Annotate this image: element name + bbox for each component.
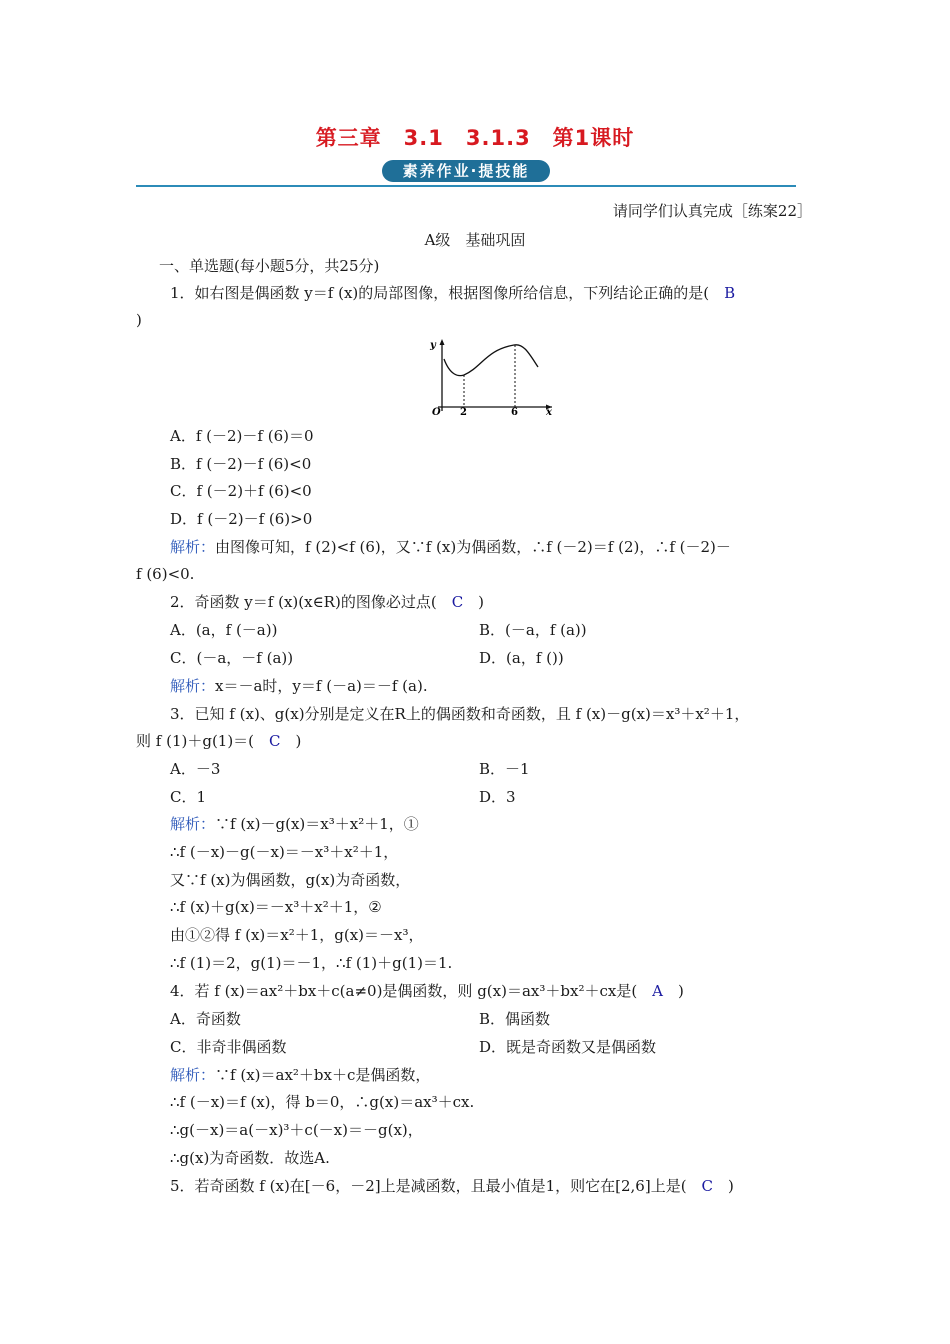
q4-option-a: A．奇函数	[170, 1010, 241, 1028]
exercise-note: 请同学们认真完成［练案22］	[612, 202, 812, 220]
q2-option-a: A．(a，f (－a))	[170, 621, 278, 639]
tick-2-label: 2	[460, 407, 467, 417]
q4-stem-text: 4．若 f (x)＝ax²＋bx＋c(a≠0)是偶函数，则 g(x)＝ax³＋bx²＋cx是(	[170, 982, 653, 1000]
q1-answer: B	[724, 284, 736, 302]
origin-label: O	[432, 407, 441, 417]
q1-solution	[170, 537, 731, 557]
q1-option-a: A．f (－2)－f (6)＝0	[170, 427, 314, 445]
y-axis-arrow	[440, 339, 445, 345]
q2-stem-text: 2．奇函数 y＝f (x)(x∈R)的图像必过点(	[170, 593, 452, 611]
q4-stem	[170, 981, 684, 1001]
q3-stem: 3．已知 f (x)、g(x)分别是定义在R上的偶函数和奇函数，且 f (x)－g(x)＝x³＋x²＋1，	[170, 705, 750, 723]
q2-solution-label: 解析：	[170, 677, 216, 695]
q2-stem-close: )	[463, 593, 485, 611]
function-graph	[420, 335, 560, 417]
q4-solution-line-2: ∴f (－x)＝f (x)，得 b＝0，∴g(x)＝ax³＋cx.	[170, 1093, 475, 1111]
q1-solution-text: 由图像可知，f (2)<f (6)，又∵f (x)为偶函数，∴f (－2)＝f (2)，∴f (－2)－	[215, 538, 731, 556]
q3-answer: C	[269, 732, 281, 750]
q5-stem-close: )	[713, 1177, 734, 1195]
q1-option-b: B．f (－2)－f (6)<0	[170, 455, 312, 473]
q4-answer: A	[652, 982, 664, 1000]
q1-option-d: D．f (－2)－f (6)>0	[170, 510, 313, 528]
tick-6-label: 6	[511, 407, 518, 417]
curve	[444, 345, 538, 376]
q4-option-b: B．偶函数	[479, 1010, 551, 1028]
section-heading: 一、单选题(每小题5分，共25分)	[159, 257, 380, 275]
q1-solution-cont: f (6)<0.	[136, 565, 195, 583]
q2-option-d: D．(a，f ())	[479, 649, 564, 667]
q4-solution-line-4: ∴g(x)为奇函数．故选A.	[170, 1149, 330, 1167]
q3-stem-cont	[136, 731, 301, 751]
q3-solution	[170, 814, 419, 834]
q1-stem-text: 1．如右图是偶函数 y＝f (x)的局部图像，根据图像所给信息，下列结论正确的是(	[170, 284, 725, 302]
q4-solution	[170, 1065, 430, 1085]
level-heading: A级 基础巩固	[424, 231, 526, 249]
section-banner: 素养作业·提技能	[382, 160, 550, 182]
q3-option-d: D．3	[479, 788, 516, 806]
q2-option-c: C．(－a，－f (a))	[170, 649, 294, 667]
q3-solution-line-4: ∴f (x)＋g(x)＝－x³＋x²＋1，②	[170, 898, 382, 916]
x-label: x	[546, 407, 552, 417]
q3-stem-close: )	[280, 732, 302, 750]
q4-solution-label: 解析：	[170, 1066, 216, 1084]
q2-option-b: B．(－a，f (a))	[479, 621, 587, 639]
q3-option-c: C．1	[170, 788, 207, 806]
q5-stem-text: 5．若奇函数 f (x)在[－6，－2]上是减函数，且最小值是1，则它在[2,6]上是(	[170, 1177, 702, 1195]
q3-solution-line-5: 由①②得 f (x)＝x²＋1，g(x)＝－x³，	[170, 926, 424, 944]
q3-solution-line-3: 又∵f (x)为偶函数，g(x)为奇函数，	[170, 871, 411, 889]
q1-stem-close: )	[136, 311, 142, 329]
q4-option-c: C．非奇非偶函数	[170, 1038, 287, 1056]
q3-option-b: B．－1	[479, 760, 530, 778]
q4-stem-close: )	[663, 982, 684, 1000]
q5-answer: C	[701, 1177, 714, 1195]
q2-answer: C	[451, 593, 464, 611]
q3-solution-line-2: ∴f (－x)－g(－x)＝－x³＋x²＋1，	[170, 843, 399, 861]
q4-solution-text: ∵f (x)＝ax²＋bx＋c是偶函数，	[215, 1066, 431, 1084]
q3-option-a: A．－3	[170, 760, 221, 778]
q2-solution	[170, 676, 428, 696]
q3-solution-label: 解析：	[170, 815, 216, 833]
q5-stem	[170, 1176, 734, 1196]
q4-solution-line-3: ∴g(－x)＝a(－x)³＋c(－x)＝－g(x)，	[170, 1121, 423, 1139]
page-title: 第三章 3.1 3.1.3 第1课时	[315, 126, 635, 150]
q3-stem-text: 则 f (1)＋g(1)＝(	[136, 732, 270, 750]
q4-option-d: D．既是奇函数又是偶函数	[479, 1038, 657, 1056]
q2-solution-text: x＝－a时，y＝f (－a)＝－f (a).	[215, 677, 428, 695]
y-label: y	[430, 340, 436, 351]
q1-solution-label: 解析：	[170, 538, 216, 556]
q3-solution-line-6: ∴f (1)＝2，g(1)＝－1，∴f (1)＋g(1)＝1.	[170, 954, 453, 972]
q1-stem	[170, 283, 735, 303]
q1-option-c: C．f (－2)＋f (6)<0	[170, 482, 312, 500]
header-rule	[136, 185, 796, 187]
q2-stem	[170, 592, 484, 612]
q3-solution-text: ∵f (x)－g(x)＝x³＋x²＋1，①	[215, 815, 419, 833]
